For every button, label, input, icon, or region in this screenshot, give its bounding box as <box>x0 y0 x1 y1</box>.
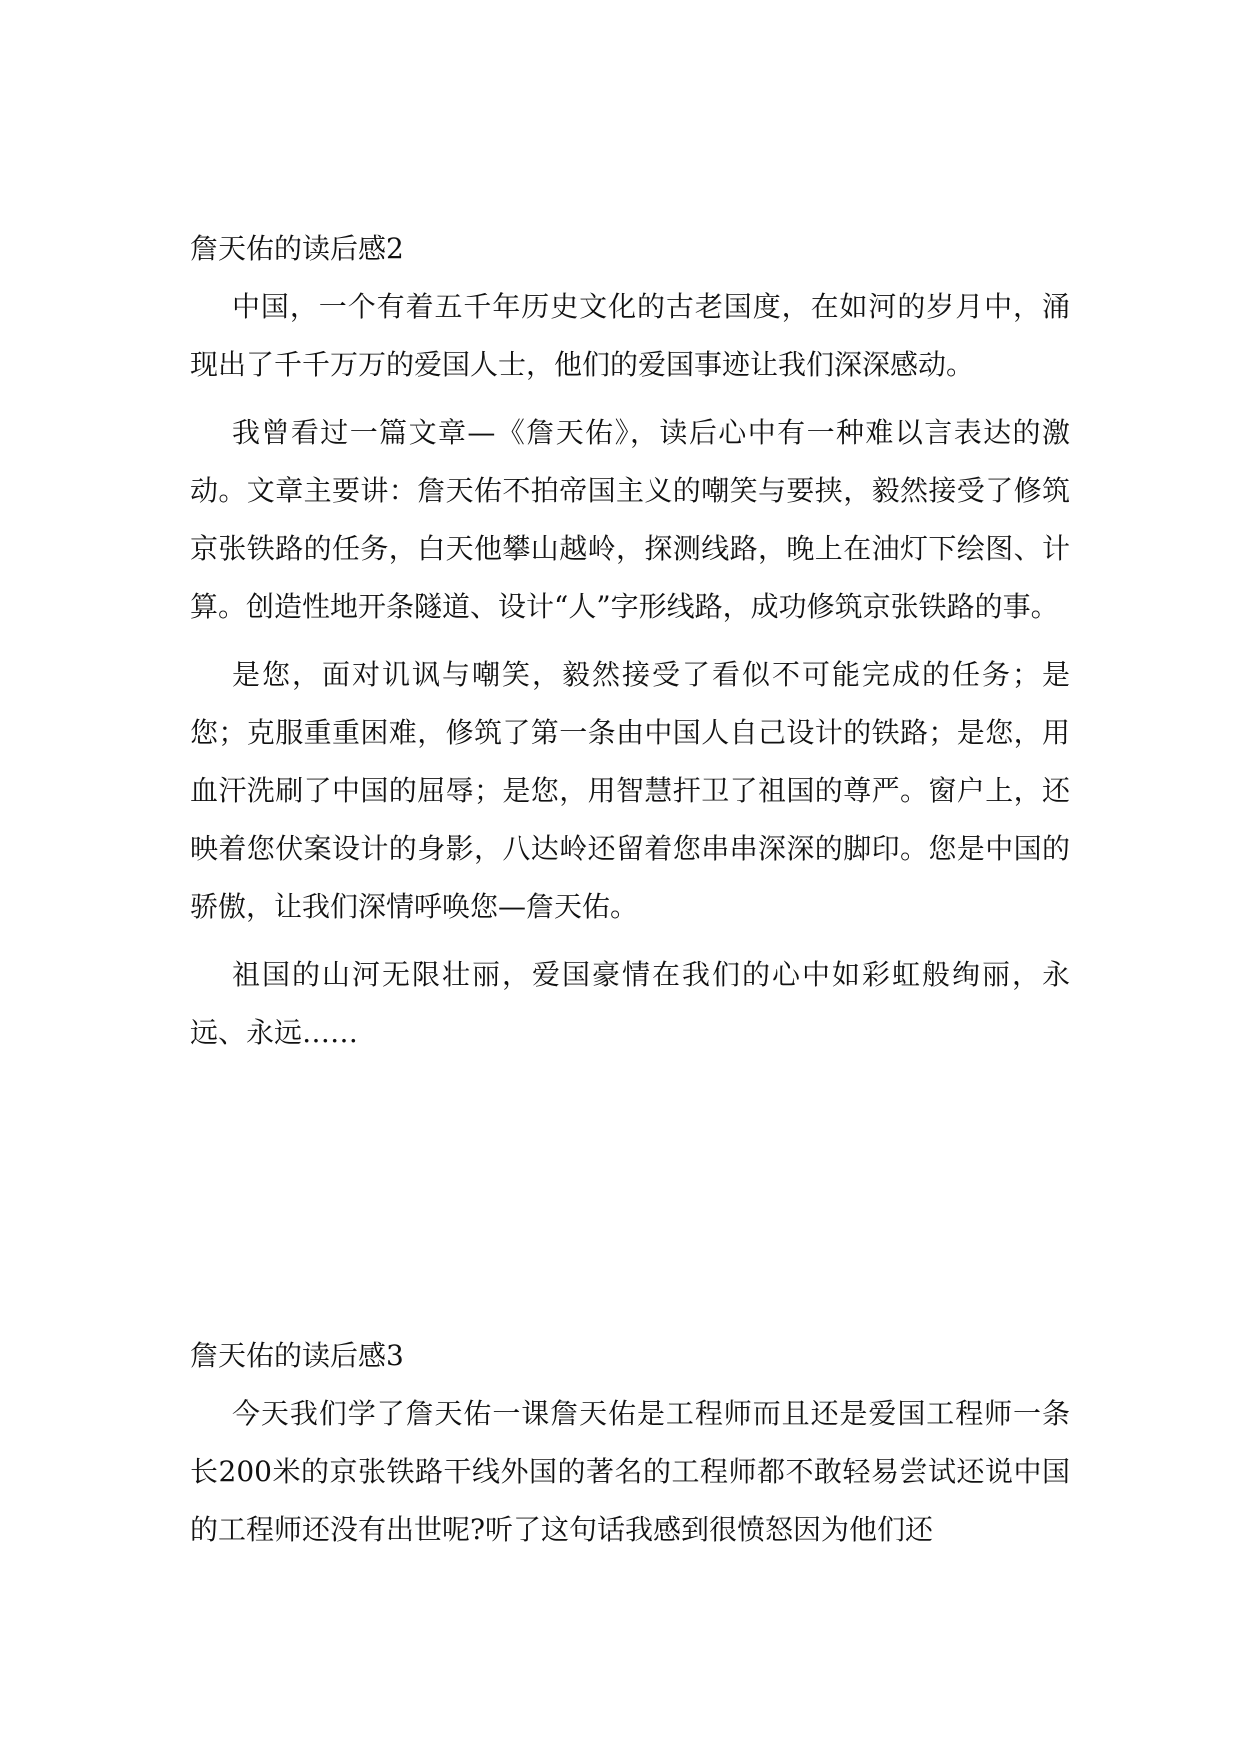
paragraph: 是您，面对讥讽与嘲笑，毅然接受了看似不可能完成的任务；是您；克服重重困难，修筑了第一条由中国人自己设计的铁路；是您，用血汗洗刷了中国的屈辱；是您，用智慧扞卫了祖国的尊严。窗户上，还映着您伏案设计的身影，八达岭还留着您串串深深的脚印。您是中国的骄傲，让我们深情呼唤您—詹天佑。 <box>190 658 1070 923</box>
essay-section-3 <box>190 1327 1070 1569</box>
essay-section-2 <box>190 220 1070 1072</box>
section-title: 詹天佑的读后感2 <box>190 232 404 265</box>
section-title: 詹天佑的读后感3 <box>190 1339 404 1372</box>
paragraph: 我曾看过一篇文章—《詹天佑》，读后心中有一种难以言表达的激动。文章主要讲：詹天佑不拍帝国主义的嘲笑与要挟，毅然接受了修筑京张铁路的任务，白天他攀山越岭，探测线路，晚上在油灯下绘图、计算。创造性地开条隧道、设计“人”字形线路，成功修筑京张铁路的事。 <box>190 416 1070 623</box>
paragraph: 今天我们学了詹天佑一课詹天佑是工程师而且还是爱国工程师一条长200米的京张铁路干线外国的著名的工程师都不敢轻易尝试还说中国的工程师还没有出世呢?听了这句话我感到很愤怒因为他们还 <box>190 1397 1070 1546</box>
paragraph: 祖国的山河无限壮丽，爱国豪情在我们的心中如彩虹般绚丽，永远、永远…… <box>190 958 1070 1049</box>
paragraph: 中国，一个有着五千年历史文化的古老国度，在如河的岁月中，涌现出了千千万万的爱国人士，他们的爱国事迹让我们深深感动。 <box>190 290 1070 381</box>
